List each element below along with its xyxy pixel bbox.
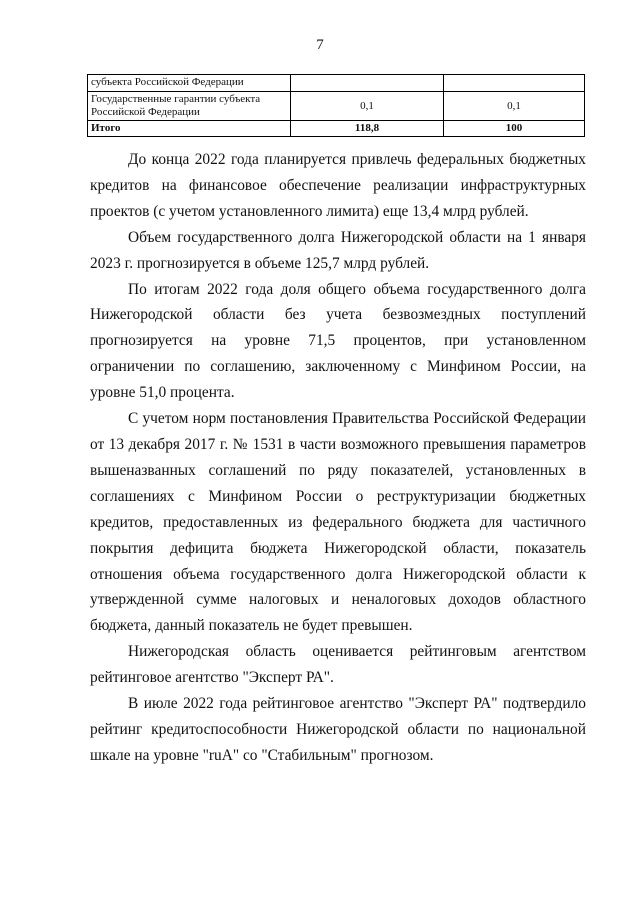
table-cell-value (291, 75, 444, 92)
table-cell-value: 0,1 (291, 92, 444, 121)
page-number: 7 (316, 37, 324, 53)
table-row (88, 92, 585, 121)
table-cell-name: субъекта Российской Федерации (88, 75, 291, 92)
table-row-total (88, 121, 585, 137)
paragraph: По итогам 2022 года доля общего объема государственного долга Нижегородской области без учета безвозмездных поступлений прогнозируется на уровне 71,5 процентов, при установленном ограничении по соглашению, заключенному с Минфином России, на уровне 51,0 процента. (90, 280, 586, 402)
paragraph: Объем государственного долга Нижегородской области на 1 января 2023 г. прогнозируется в объеме 125,7 млрд рублей. (90, 228, 586, 272)
budget-table (87, 74, 585, 137)
body-text (90, 147, 586, 769)
table-cell-value: 118,8 (291, 121, 444, 137)
paragraph: С учетом норм постановления Правительства Российской Федерации от 13 декабря 2017 г. № 1531 в части возможного превышения параметров вышеназванных соглашений по ряду показателей, установленных в соглашениях с Минфином России о реструктуризации бюджетных кредитов, предоставленных из федерального бюджета для частичного покрытия дефицита бюджета Нижегородской области, показатель отношения объема государственного долга Нижегородской области к утвержденной сумме налоговых и неналоговых доходов областного бюджета, данный показатель не будет превышен. (90, 410, 586, 635)
table-cell-name: Государственные гарантии субъекта Российской Федерации (88, 92, 291, 121)
paragraph: В июле 2022 года рейтинговое агентство "Эксперт РА" подтвердило рейтинг кредитоспособности Нижегородской области по национальной шкале на уровне "ruA" со "Стабильным" прогнозом. (90, 695, 586, 764)
table-cell-value: 100 (443, 121, 584, 137)
paragraph: Нижегородская область оценивается рейтинговым агентством рейтинговое агентство "Эксперт РА". (90, 643, 586, 687)
table-cell-value (443, 75, 584, 92)
paragraph: До конца 2022 года планируется привлечь федеральных бюджетных кредитов на финансовое обеспечение реализации инфраструктурных проектов (с учетом установленного лимита) еще 13,4 млрд рублей. (90, 151, 586, 220)
table-cell-value: 0,1 (443, 92, 584, 121)
table-row (88, 75, 585, 92)
table-cell-name: Итого (88, 121, 291, 137)
